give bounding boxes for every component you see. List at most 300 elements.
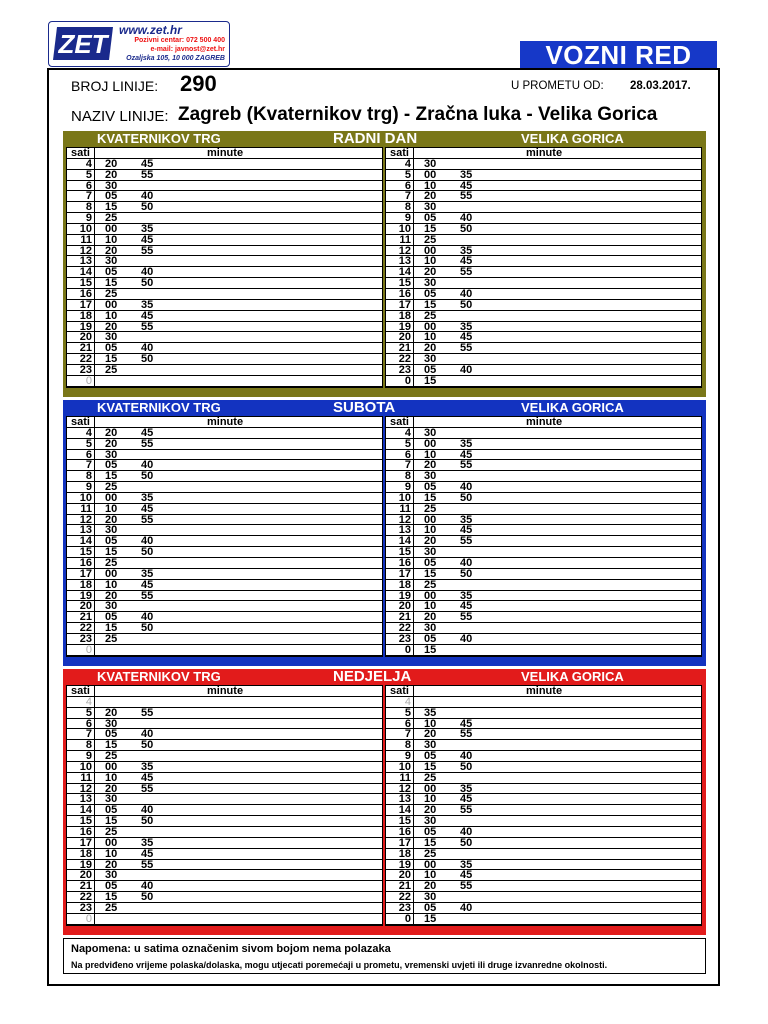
minute-cell: 50 (141, 739, 154, 752)
table-row (67, 170, 382, 181)
hour-cell: 7 (67, 191, 95, 201)
minute-cell: 15 (424, 912, 437, 925)
minute-cell: 20 (424, 611, 437, 624)
table-row (67, 311, 382, 322)
hour-cell: 15 (67, 278, 95, 288)
sati-header: sati (67, 686, 95, 696)
minute-cell: 20 (105, 513, 118, 526)
hour-cell: 14 (67, 267, 95, 277)
table-row (386, 235, 701, 246)
minute-cell: 15 (424, 836, 437, 849)
header-to: VELIKA GORICA (521, 400, 624, 415)
minute-cell: 45 (141, 233, 154, 246)
minute-cell: 00 (424, 782, 437, 795)
minute-cell: 00 (424, 244, 437, 257)
minute-cell: 20 (424, 880, 437, 893)
logo-mark-text: ZET (58, 29, 108, 59)
minute-cell: 40 (141, 880, 154, 893)
u-prometu-value: 28.03.2017. (630, 80, 691, 92)
minute-cell: 20 (105, 437, 118, 450)
minute-cell: 00 (424, 513, 437, 526)
hour-cell: 15 (67, 816, 95, 826)
minute-cell: 35 (141, 760, 154, 773)
minute-cell: 45 (460, 600, 473, 613)
minute-cell: 45 (460, 524, 473, 537)
minute-cell: 15 (105, 353, 118, 366)
hour-cell: 22 (386, 354, 414, 364)
hour-cell: 8 (67, 202, 95, 212)
minute-cell: 25 (105, 481, 118, 494)
minute-cell: 05 (424, 750, 437, 763)
minute-cell: 40 (460, 363, 473, 376)
hour-cell: 13 (386, 525, 414, 535)
section-radni-dan (63, 131, 706, 397)
minute-cell: 45 (141, 771, 154, 784)
minute-cell: 30 (424, 891, 437, 904)
minute-header: minute (207, 416, 244, 428)
minute-cell: 20 (105, 858, 118, 871)
hour-cell: 0 (386, 645, 414, 655)
minute-cell: 35 (141, 836, 154, 849)
hour-cell: 10 (67, 493, 95, 503)
hour-cell: 19 (67, 322, 95, 332)
minute-cell: 10 (105, 578, 118, 591)
hour-cell: 0 (386, 376, 414, 386)
hour-cell: 10 (67, 224, 95, 234)
hour-cell: 11 (386, 773, 414, 783)
minute-cell: 05 (105, 190, 118, 203)
minute-cell: 20 (424, 342, 437, 355)
minute-cell: 05 (105, 611, 118, 624)
minute-cell: 30 (424, 353, 437, 366)
minute-cell: 00 (424, 320, 437, 333)
minute-cell: 50 (460, 836, 473, 849)
minute-cell: 25 (424, 502, 437, 515)
minute-cell: 45 (460, 331, 473, 344)
minute-cell: 35 (460, 320, 473, 333)
minute-cell: 35 (141, 491, 154, 504)
hour-cell: 16 (386, 558, 414, 568)
hour-cell: 16 (386, 827, 414, 837)
hour-cell: 23 (386, 365, 414, 375)
table-row (67, 634, 382, 645)
minute-cell: 55 (141, 320, 154, 333)
hour-cell: 23 (386, 634, 414, 644)
hour-cell: 5 (386, 708, 414, 718)
hour-cell: 16 (67, 558, 95, 568)
hour-cell: 15 (386, 278, 414, 288)
minute-cell: 15 (105, 277, 118, 290)
hour-cell: 18 (67, 849, 95, 859)
hour-cell: 13 (67, 525, 95, 535)
minute-cell: 10 (424, 524, 437, 537)
minute-cell: 00 (105, 222, 118, 235)
minute-cell: 15 (105, 739, 118, 752)
hour-cell: 21 (67, 343, 95, 353)
minute-cell: 35 (460, 513, 473, 526)
table-velika-gorica (385, 685, 702, 926)
minute-cell: 00 (424, 589, 437, 602)
minute-cell: 25 (424, 771, 437, 784)
hour-cell: 17 (386, 300, 414, 310)
table-row (67, 849, 382, 860)
minute-cell: 55 (141, 858, 154, 871)
minute-cell: 25 (105, 363, 118, 376)
hour-cell: 15 (386, 547, 414, 557)
minute-cell: 00 (105, 760, 118, 773)
minute-cell: 05 (424, 481, 437, 494)
minute-cell: 55 (141, 244, 154, 257)
hour-cell: 21 (386, 343, 414, 353)
minute-cell: 30 (105, 600, 118, 613)
minute-cell: 55 (460, 266, 473, 279)
zet-logo-icon (53, 25, 115, 62)
minute-cell: 40 (460, 750, 473, 763)
table-velika-gorica (385, 147, 702, 388)
minute-cell: 55 (141, 168, 154, 181)
minute-cell: 00 (105, 836, 118, 849)
minute-cell: 10 (105, 309, 118, 322)
hour-cell: 8 (386, 740, 414, 750)
minute-cell: 10 (424, 869, 437, 882)
hour-cell: 19 (67, 860, 95, 870)
minute-cell: 45 (460, 717, 473, 730)
minute-cell: 40 (141, 266, 154, 279)
table-header-row (67, 686, 382, 697)
minute-header: minute (526, 685, 563, 697)
minute-cell: 50 (141, 546, 154, 559)
minute-cell: 30 (105, 179, 118, 192)
hour-cell: 19 (386, 591, 414, 601)
hour-cell: 10 (386, 762, 414, 772)
minute-cell: 30 (105, 869, 118, 882)
minute-cell: 55 (460, 880, 473, 893)
minute-cell: 10 (105, 771, 118, 784)
hour-cell: 18 (386, 580, 414, 590)
hour-cell: 11 (67, 504, 95, 514)
table-row (386, 914, 701, 925)
hour-cell: 18 (386, 311, 414, 321)
note-text: Napomena: u satima označenim sivom bojom nema polazaka (71, 943, 391, 955)
hour-cell: 13 (386, 256, 414, 266)
hour-cell: 9 (67, 213, 95, 223)
section-nedjelja (63, 669, 706, 935)
minute-cell: 10 (424, 331, 437, 344)
minute-cell: 05 (105, 880, 118, 893)
minute-cell: 15 (424, 222, 437, 235)
minute-cell: 40 (141, 342, 154, 355)
table-row (67, 365, 382, 376)
hour-cell: 12 (67, 515, 95, 525)
minute-header: minute (526, 416, 563, 428)
minute-cell: 25 (105, 901, 118, 914)
hour-cell: 21 (67, 881, 95, 891)
hour-cell: 23 (386, 903, 414, 913)
hour-cell: 13 (67, 794, 95, 804)
minute-cell: 40 (141, 459, 154, 472)
minute-cell: 25 (105, 632, 118, 645)
hour-cell: 15 (67, 547, 95, 557)
minute-cell: 50 (141, 891, 154, 904)
minute-cell: 55 (460, 535, 473, 548)
minute-cell: 05 (424, 825, 437, 838)
hour-cell: 5 (67, 708, 95, 718)
minute-cell: 05 (105, 535, 118, 548)
header-from: KVATERNIKOV TRG (97, 400, 221, 415)
hour-cell: 10 (386, 224, 414, 234)
hour-cell: 7 (386, 460, 414, 470)
sati-header: sati (386, 686, 414, 696)
hour-cell: 18 (386, 849, 414, 859)
minute-cell: 45 (460, 869, 473, 882)
minute-cell: 05 (424, 632, 437, 645)
minute-cell: 15 (424, 374, 437, 387)
minute-cell: 25 (424, 847, 437, 860)
minute-cell: 25 (424, 578, 437, 591)
table-row (67, 708, 382, 719)
broj-linije-label: BROJ LINIJE: (71, 78, 159, 94)
minute-cell: 15 (105, 470, 118, 483)
table-row (67, 376, 382, 387)
minute-cell: 30 (424, 739, 437, 752)
minute-cell: 25 (105, 825, 118, 838)
hour-cell: 9 (386, 751, 414, 761)
minute-cell: 05 (424, 212, 437, 225)
hour-cell: 23 (67, 903, 95, 913)
hour-cell: 12 (386, 246, 414, 256)
hour-cell: 20 (67, 332, 95, 342)
hour-cell: 20 (386, 870, 414, 880)
minute-cell: 10 (424, 448, 437, 461)
minute-cell: 30 (424, 157, 437, 170)
minute-cell: 05 (424, 287, 437, 300)
minute-cell: 50 (460, 222, 473, 235)
hour-cell: 14 (67, 805, 95, 815)
minute-cell: 05 (105, 804, 118, 817)
minute-cell: 15 (424, 298, 437, 311)
hour-cell: 0 (67, 914, 95, 924)
minute-cell: 05 (424, 901, 437, 914)
minute-cell: 55 (460, 728, 473, 741)
minute-cell: 55 (141, 513, 154, 526)
minute-cell: 55 (460, 190, 473, 203)
minute-cell: 40 (141, 611, 154, 624)
minute-cell: 45 (141, 157, 154, 170)
hour-cell: 10 (67, 762, 95, 772)
minute-cell: 55 (141, 706, 154, 719)
minute-cell: 10 (424, 717, 437, 730)
u-prometu-label: U PROMETU OD: (511, 80, 604, 92)
minute-cell: 25 (424, 309, 437, 322)
header-to: VELIKA GORICA (521, 131, 624, 146)
table-row (67, 645, 382, 656)
minute-cell: 10 (105, 502, 118, 515)
hour-cell: 14 (67, 536, 95, 546)
logo-phone: Pozivni centar: 072 500 400 (134, 37, 225, 44)
minute-cell: 55 (141, 589, 154, 602)
minute-header: minute (207, 685, 244, 697)
hour-cell: 13 (386, 794, 414, 804)
minute-cell: 15 (105, 546, 118, 559)
minute-cell: 35 (141, 298, 154, 311)
minute-cell: 00 (105, 491, 118, 504)
hour-cell: 12 (386, 784, 414, 794)
minute-cell: 20 (424, 190, 437, 203)
minute-cell: 40 (460, 901, 473, 914)
section-subota (63, 400, 706, 666)
minute-cell: 50 (460, 491, 473, 504)
minute-cell: 25 (105, 212, 118, 225)
minute-cell: 30 (105, 524, 118, 537)
minute-cell: 20 (424, 459, 437, 472)
hour-cell: 0 (67, 645, 95, 655)
minute-cell: 20 (105, 589, 118, 602)
hour-cell: 22 (67, 623, 95, 633)
header-day: NEDJELJA (333, 668, 412, 685)
hour-cell: 11 (67, 235, 95, 245)
minute-cell: 35 (460, 589, 473, 602)
minute-cell: 30 (424, 470, 437, 483)
minute-cell: 40 (460, 825, 473, 838)
minute-cell: 50 (141, 470, 154, 483)
minute-cell: 55 (141, 782, 154, 795)
broj-linije-value: 290 (180, 71, 217, 96)
hour-cell: 4 (67, 697, 95, 707)
minute-cell: 55 (141, 437, 154, 450)
minute-cell: 35 (460, 782, 473, 795)
hour-cell: 4 (67, 428, 95, 438)
minute-cell: 45 (141, 847, 154, 860)
table-row (67, 580, 382, 591)
table-kvaternikov (66, 147, 383, 388)
minute-cell: 55 (460, 611, 473, 624)
table-row (67, 504, 382, 515)
hour-cell: 20 (386, 601, 414, 611)
hour-cell: 17 (386, 838, 414, 848)
minute-cell: 10 (105, 847, 118, 860)
hour-cell: 9 (67, 751, 95, 761)
minute-cell: 15 (105, 622, 118, 635)
table-velika-gorica (385, 416, 702, 657)
section-header (63, 400, 706, 416)
hour-cell: 12 (67, 784, 95, 794)
hour-cell: 9 (386, 213, 414, 223)
header-from: KVATERNIKOV TRG (97, 131, 221, 146)
minute-cell: 50 (460, 567, 473, 580)
sati-header: sati (67, 417, 95, 427)
minute-cell: 05 (424, 556, 437, 569)
minute-cell: 20 (105, 168, 118, 181)
minute-cell: 45 (460, 179, 473, 192)
minute-cell: 25 (105, 750, 118, 763)
hour-cell: 15 (386, 816, 414, 826)
minute-cell: 35 (460, 168, 473, 181)
minute-cell: 05 (424, 363, 437, 376)
hour-cell: 8 (386, 471, 414, 481)
minute-cell: 15 (105, 201, 118, 214)
table-row (67, 903, 382, 914)
hour-cell: 8 (386, 202, 414, 212)
minute-cell: 00 (424, 858, 437, 871)
minute-cell: 45 (141, 502, 154, 515)
logo-url[interactable]: www.zet.hr (119, 23, 182, 37)
minute-cell: 40 (460, 287, 473, 300)
minute-cell: 20 (105, 244, 118, 257)
table-row (67, 235, 382, 246)
table-row (386, 311, 701, 322)
minute-cell: 35 (424, 706, 437, 719)
minute-header: minute (526, 147, 563, 159)
table-kvaternikov (66, 685, 383, 926)
minute-cell: 05 (105, 266, 118, 279)
table-row (386, 376, 701, 387)
header-day: SUBOTA (333, 399, 396, 416)
minute-cell: 25 (105, 287, 118, 300)
minute-cell: 05 (105, 728, 118, 741)
sati-header: sati (67, 148, 95, 158)
hour-cell: 17 (67, 300, 95, 310)
minute-cell: 25 (424, 233, 437, 246)
hour-cell: 14 (386, 805, 414, 815)
hour-cell: 8 (67, 740, 95, 750)
minute-cell: 15 (424, 760, 437, 773)
table-header-row (386, 686, 701, 697)
hour-cell: 6 (386, 181, 414, 191)
minute-cell: 50 (460, 760, 473, 773)
minute-cell: 10 (105, 233, 118, 246)
minute-cell: 20 (105, 426, 118, 439)
hour-cell: 5 (386, 170, 414, 180)
minute-cell: 50 (141, 353, 154, 366)
minute-cell: 30 (105, 717, 118, 730)
naziv-linije-value: Zagreb (Kvaternikov trg) - Zračna luka - Velika Gorica (178, 104, 658, 125)
minute-cell: 15 (105, 891, 118, 904)
hour-cell: 11 (386, 235, 414, 245)
minute-cell: 20 (105, 157, 118, 170)
minute-cell: 40 (141, 728, 154, 741)
minute-cell: 05 (105, 342, 118, 355)
minute-cell: 10 (424, 793, 437, 806)
hour-cell: 14 (386, 536, 414, 546)
minute-cell: 25 (105, 556, 118, 569)
hour-cell: 6 (67, 181, 95, 191)
minute-cell: 00 (105, 298, 118, 311)
table-row (67, 914, 382, 925)
naziv-linije-label: NAZIV LINIJE: (71, 108, 169, 125)
hour-cell: 22 (67, 892, 95, 902)
hour-cell: 22 (386, 623, 414, 633)
hour-cell: 18 (67, 311, 95, 321)
minute-cell: 35 (460, 437, 473, 450)
minute-cell: 20 (105, 782, 118, 795)
minute-cell: 50 (141, 622, 154, 635)
minute-cell: 35 (460, 858, 473, 871)
minute-cell: 30 (424, 201, 437, 214)
logo-email[interactable]: e-mail: javnost@zet.hr (150, 46, 225, 53)
hour-cell: 5 (386, 439, 414, 449)
minute-cell: 10 (424, 600, 437, 613)
table-kvaternikov (66, 416, 383, 657)
header-from: KVATERNIKOV TRG (97, 669, 221, 684)
minute-cell: 10 (424, 255, 437, 268)
minute-cell: 55 (460, 342, 473, 355)
table-row (386, 170, 701, 181)
minute-cell: 40 (460, 632, 473, 645)
minute-cell: 35 (141, 222, 154, 235)
hour-cell: 17 (386, 569, 414, 579)
minute-cell: 15 (424, 567, 437, 580)
hour-cell: 16 (386, 289, 414, 299)
